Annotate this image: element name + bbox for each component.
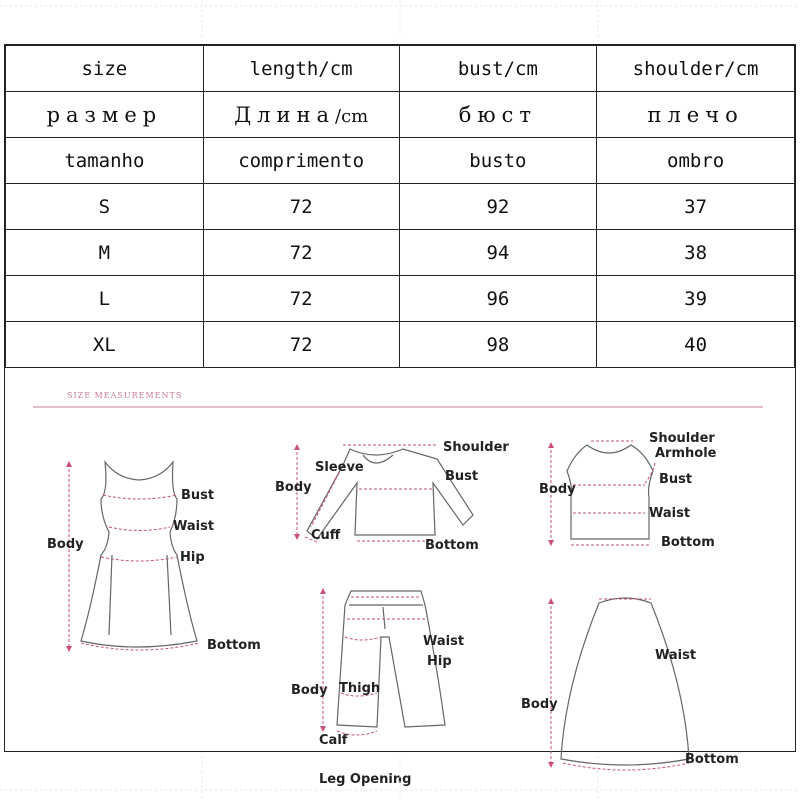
cell-bust: 94 bbox=[399, 230, 597, 276]
cell-shoulder: 37 bbox=[597, 184, 795, 230]
size-chart-sheet bbox=[4, 44, 796, 787]
measurement-diagram-svg bbox=[5, 367, 795, 787]
header-length-ru bbox=[203, 92, 399, 138]
header-row-ru bbox=[6, 92, 795, 138]
dress-body-label: Body bbox=[47, 537, 84, 552]
measurement-diagram bbox=[5, 367, 795, 787]
shirt-sleeve-label: Sleeve bbox=[315, 460, 364, 475]
header-shoulder: shoulder/cm bbox=[597, 46, 795, 92]
header-size-pt: tamanho bbox=[6, 138, 204, 184]
cell-bust: 96 bbox=[399, 276, 597, 322]
header-bust-pt: busto bbox=[399, 138, 597, 184]
tank-waist-label: Waist bbox=[649, 506, 691, 521]
tank-figure bbox=[567, 445, 653, 539]
cell-shoulder: 40 bbox=[597, 322, 795, 368]
table-row bbox=[6, 230, 795, 276]
shirt-bust-label: Bust bbox=[445, 469, 479, 484]
header-row-en bbox=[6, 46, 795, 92]
pants-hip-label: Hip bbox=[427, 654, 452, 669]
cell-size: L bbox=[6, 276, 204, 322]
skirt-bottom-label: Bottom bbox=[685, 752, 739, 767]
cell-bust: 92 bbox=[399, 184, 597, 230]
dress-bottom-label: Bottom bbox=[207, 638, 261, 653]
pants-body-label: Body bbox=[291, 683, 328, 698]
dress-hip-label: Hip bbox=[180, 550, 205, 565]
header-bust-ru: бюст bbox=[399, 92, 597, 138]
header-size-ru: размер bbox=[6, 92, 204, 138]
header-shoulder-pt: ombro bbox=[597, 138, 795, 184]
dress-bust-label: Bust bbox=[181, 488, 215, 503]
skirt-waist-label: Waist bbox=[655, 648, 697, 663]
tank-bust-label: Bust bbox=[659, 472, 693, 487]
skirt-figure bbox=[561, 598, 689, 765]
pants-thigh-label: Thigh bbox=[339, 681, 381, 696]
shirt-bottom-label: Bottom bbox=[425, 538, 479, 553]
tank-bottom-label: Bottom bbox=[661, 535, 715, 550]
cell-shoulder: 39 bbox=[597, 276, 795, 322]
cell-length: 72 bbox=[203, 230, 399, 276]
header-bust: bust/cm bbox=[399, 46, 597, 92]
diagram-title: SIZE MEASUREMENTS bbox=[67, 391, 183, 400]
skirt-body-label: Body bbox=[521, 697, 558, 712]
table-row bbox=[6, 276, 795, 322]
shirt-cuff-label: Cuff bbox=[311, 528, 341, 543]
cell-bust: 98 bbox=[399, 322, 597, 368]
cell-size: XL bbox=[6, 322, 204, 368]
tank-shoulder-label: Shoulder bbox=[649, 431, 715, 446]
header-length-pt: comprimento bbox=[203, 138, 399, 184]
shirt-shoulder-label: Shoulder bbox=[443, 440, 509, 455]
pants-calf-label: Calf bbox=[319, 733, 348, 748]
dress-waist-label: Waist bbox=[173, 519, 215, 534]
header-length-ru-word: Длина bbox=[234, 102, 336, 127]
header-row-pt bbox=[6, 138, 795, 184]
size-table bbox=[5, 45, 795, 368]
cell-shoulder: 38 bbox=[597, 230, 795, 276]
cell-length: 72 bbox=[203, 276, 399, 322]
tank-body-label: Body bbox=[539, 482, 576, 497]
pants-waist-label: Waist bbox=[423, 634, 465, 649]
header-size: size bbox=[6, 46, 204, 92]
table-row bbox=[6, 184, 795, 230]
cell-size: M bbox=[6, 230, 204, 276]
tank-armhole-label: Armhole bbox=[655, 446, 717, 461]
cell-length: 72 bbox=[203, 322, 399, 368]
skirt-measure-lines bbox=[551, 599, 689, 770]
shirt-body-label: Body bbox=[275, 480, 312, 495]
cell-length: 72 bbox=[203, 184, 399, 230]
cell-size: S bbox=[6, 184, 204, 230]
table-row bbox=[6, 322, 795, 368]
header-length-ru-unit: /cm bbox=[335, 105, 369, 127]
header-length: length/cm bbox=[203, 46, 399, 92]
header-shoulder-ru: плечо bbox=[597, 92, 795, 138]
pants-leg-opening-label: Leg Opening bbox=[319, 772, 412, 787]
